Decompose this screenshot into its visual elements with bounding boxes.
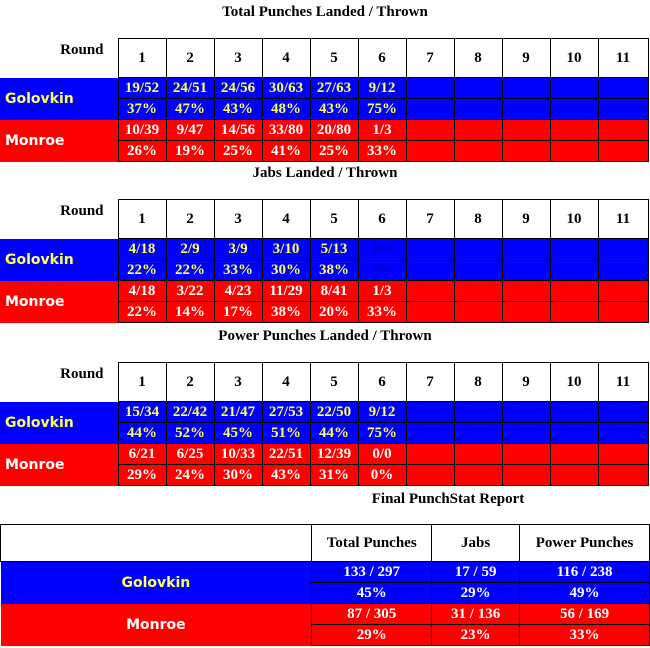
pct-cell: 51% — [262, 423, 310, 444]
final-pct-cell: 45% — [312, 583, 432, 604]
landed-cell: 0/0 — [358, 239, 406, 260]
landed-cell: 3/9 — [214, 239, 262, 260]
final-corner-cell — [1, 525, 312, 562]
round-header-row — [0, 200, 648, 239]
round-number: 6 — [358, 363, 406, 402]
landed-cell: 20/80 — [310, 120, 358, 141]
pct-cell: 75% — [358, 423, 406, 444]
landed-cell — [598, 402, 648, 423]
pct-cell — [502, 260, 550, 281]
final-header-cell: Total Punches — [312, 525, 432, 562]
landed-cell — [406, 78, 454, 99]
round-number: 6 — [358, 200, 406, 239]
landed-cell — [406, 120, 454, 141]
pct-cell: 0% — [358, 465, 406, 486]
landed-cell: 4/18 — [118, 239, 166, 260]
landed-cell: 21/47 — [214, 402, 262, 423]
landed-cell: 10/33 — [214, 444, 262, 465]
pct-cell — [502, 302, 550, 323]
fighter-landed-row — [0, 239, 648, 260]
pct-cell: 22% — [166, 260, 214, 281]
pct-cell: 22% — [118, 260, 166, 281]
pct-cell — [454, 141, 502, 162]
round-number: 2 — [166, 200, 214, 239]
round-number: 1 — [118, 39, 166, 78]
landed-cell: 24/56 — [214, 78, 262, 99]
final-landed-cell: 56 / 169 — [520, 604, 650, 625]
round-label: Round — [0, 200, 118, 239]
pct-cell — [598, 302, 648, 323]
landed-cell — [598, 444, 648, 465]
landed-cell — [502, 78, 550, 99]
round-number: 4 — [262, 363, 310, 402]
jabs-table — [0, 199, 649, 323]
pct-cell: 44% — [118, 423, 166, 444]
pct-cell — [406, 465, 454, 486]
landed-cell — [454, 402, 502, 423]
pct-cell: 25% — [310, 141, 358, 162]
landed-cell: 22/51 — [262, 444, 310, 465]
fighter-name: Golovkin — [0, 402, 118, 444]
landed-cell — [502, 239, 550, 260]
landed-cell: 1/3 — [358, 120, 406, 141]
landed-cell: 9/12 — [358, 78, 406, 99]
round-header-row — [0, 363, 648, 402]
landed-cell: 24/51 — [166, 78, 214, 99]
landed-cell — [598, 120, 648, 141]
jabs-title: Jabs Landed / Thrown — [252, 165, 398, 181]
pct-cell — [454, 302, 502, 323]
landed-cell — [598, 281, 648, 302]
pct-cell — [598, 465, 648, 486]
final-header-cell: Power Punches — [520, 525, 650, 562]
total-punches-title: Total Punches Landed / Thrown — [222, 4, 428, 20]
pct-cell: 41% — [262, 141, 310, 162]
landed-cell — [502, 281, 550, 302]
pct-cell — [598, 423, 648, 444]
pct-cell: 24% — [166, 465, 214, 486]
landed-cell: 3/10 — [262, 239, 310, 260]
fighter-name: Golovkin — [0, 239, 118, 281]
landed-cell: 10/39 — [118, 120, 166, 141]
fighter-name: Monroe — [0, 281, 118, 323]
landed-cell: 2/9 — [166, 239, 214, 260]
round-number: 3 — [214, 363, 262, 402]
landed-cell — [406, 239, 454, 260]
landed-cell — [598, 78, 648, 99]
landed-cell: 4/18 — [118, 281, 166, 302]
final-pct-cell: 23% — [432, 625, 520, 646]
round-number: 9 — [502, 363, 550, 402]
round-number: 9 — [502, 200, 550, 239]
round-number: 11 — [598, 200, 648, 239]
round-number: 1 — [118, 200, 166, 239]
landed-cell: 19/52 — [118, 78, 166, 99]
landed-cell: 11/29 — [262, 281, 310, 302]
landed-cell: 8/41 — [310, 281, 358, 302]
pct-cell: 52% — [166, 423, 214, 444]
pct-cell: 33% — [358, 302, 406, 323]
pct-cell: 20% — [310, 302, 358, 323]
pct-cell: 17% — [214, 302, 262, 323]
round-number: 6 — [358, 39, 406, 78]
landed-cell: 30/63 — [262, 78, 310, 99]
final-fighter-name: Golovkin — [1, 562, 312, 604]
round-number: 3 — [214, 39, 262, 78]
round-number: 7 — [406, 39, 454, 78]
landed-cell — [550, 402, 598, 423]
pct-cell — [406, 141, 454, 162]
round-number: 4 — [262, 200, 310, 239]
landed-cell: 27/63 — [310, 78, 358, 99]
landed-cell: 3/22 — [166, 281, 214, 302]
landed-cell — [454, 120, 502, 141]
landed-cell: 15/34 — [118, 402, 166, 423]
round-number: 2 — [166, 39, 214, 78]
pct-cell: 30% — [214, 465, 262, 486]
pct-cell: 44% — [310, 423, 358, 444]
landed-cell: 12/39 — [310, 444, 358, 465]
landed-cell — [454, 281, 502, 302]
pct-cell: 43% — [262, 465, 310, 486]
round-number: 10 — [550, 200, 598, 239]
pct-cell: 47% — [166, 99, 214, 120]
final-header-cell: Jabs — [432, 525, 520, 562]
final-header-row — [1, 525, 650, 562]
pct-cell — [550, 260, 598, 281]
landed-cell: 22/50 — [310, 402, 358, 423]
fighter-landed-row — [0, 444, 648, 465]
pct-cell — [502, 141, 550, 162]
pct-cell: 43% — [310, 99, 358, 120]
landed-cell — [502, 444, 550, 465]
total-punches-table — [0, 38, 649, 162]
fighter-landed-row — [0, 402, 648, 423]
round-number: 5 — [310, 363, 358, 402]
fighter-name: Monroe — [0, 444, 118, 486]
pct-cell — [550, 141, 598, 162]
final-report-title: Final PunchStat Report — [371, 491, 525, 507]
pct-cell — [454, 465, 502, 486]
power-punches-title: Power Punches Landed / Thrown — [218, 328, 432, 344]
final-fighter-name: Monroe — [1, 604, 312, 646]
round-number: 9 — [502, 39, 550, 78]
landed-cell: 22/42 — [166, 402, 214, 423]
pct-cell — [454, 423, 502, 444]
fighter-name: Monroe — [0, 120, 118, 162]
landed-cell: 5/13 — [310, 239, 358, 260]
round-number: 11 — [598, 363, 648, 402]
pct-cell: 14% — [166, 302, 214, 323]
round-number: 1 — [118, 363, 166, 402]
fighter-name: Golovkin — [0, 78, 118, 120]
pct-cell: 38% — [310, 260, 358, 281]
pct-cell — [406, 423, 454, 444]
pct-cell: 30% — [262, 260, 310, 281]
round-number: 11 — [598, 39, 648, 78]
pct-cell — [406, 302, 454, 323]
pct-cell — [598, 141, 648, 162]
final-landed-row — [1, 604, 650, 625]
pct-cell: 0% — [358, 260, 406, 281]
landed-cell: 27/53 — [262, 402, 310, 423]
round-number: 8 — [454, 39, 502, 78]
final-landed-cell: 87 / 305 — [312, 604, 432, 625]
round-number: 5 — [310, 200, 358, 239]
pct-cell: 29% — [118, 465, 166, 486]
landed-cell: 33/80 — [262, 120, 310, 141]
pct-cell: 45% — [214, 423, 262, 444]
final-landed-cell: 31 / 136 — [432, 604, 520, 625]
pct-cell — [550, 423, 598, 444]
landed-cell — [502, 120, 550, 141]
final-pct-cell: 49% — [520, 583, 650, 604]
pct-cell — [550, 99, 598, 120]
pct-cell — [406, 260, 454, 281]
landed-cell — [550, 78, 598, 99]
round-number: 3 — [214, 200, 262, 239]
pct-cell: 26% — [118, 141, 166, 162]
landed-cell — [406, 444, 454, 465]
round-number: 8 — [454, 200, 502, 239]
landed-cell: 0/0 — [358, 444, 406, 465]
final-landed-cell: 116 / 238 — [520, 562, 650, 583]
round-number: 4 — [262, 39, 310, 78]
landed-cell: 14/56 — [214, 120, 262, 141]
landed-cell — [406, 281, 454, 302]
round-number: 7 — [406, 200, 454, 239]
landed-cell — [550, 239, 598, 260]
round-label: Round — [0, 39, 118, 78]
pct-cell: 43% — [214, 99, 262, 120]
round-number: 10 — [550, 363, 598, 402]
final-pct-cell: 29% — [432, 583, 520, 604]
pct-cell — [406, 99, 454, 120]
pct-cell: 22% — [118, 302, 166, 323]
fighter-landed-row — [0, 281, 648, 302]
final-landed-cell: 133 / 297 — [312, 562, 432, 583]
landed-cell — [550, 444, 598, 465]
power-punches-table — [0, 362, 649, 486]
pct-cell — [454, 260, 502, 281]
landed-cell — [550, 281, 598, 302]
landed-cell: 9/12 — [358, 402, 406, 423]
pct-cell: 48% — [262, 99, 310, 120]
fighter-landed-row — [0, 78, 648, 99]
landed-cell: 6/21 — [118, 444, 166, 465]
round-header-row — [0, 39, 648, 78]
pct-cell: 25% — [214, 141, 262, 162]
final-pct-cell: 33% — [520, 625, 650, 646]
pct-cell: 19% — [166, 141, 214, 162]
pct-cell — [550, 302, 598, 323]
landed-cell: 9/47 — [166, 120, 214, 141]
landed-cell: 4/23 — [214, 281, 262, 302]
final-report-table — [0, 524, 650, 646]
pct-cell — [502, 465, 550, 486]
pct-cell: 37% — [118, 99, 166, 120]
landed-cell: 6/25 — [166, 444, 214, 465]
round-label: Round — [0, 363, 118, 402]
pct-cell — [598, 99, 648, 120]
final-pct-cell: 29% — [312, 625, 432, 646]
final-landed-row — [1, 562, 650, 583]
round-number: 7 — [406, 363, 454, 402]
pct-cell — [454, 99, 502, 120]
landed-cell — [454, 444, 502, 465]
round-number: 8 — [454, 363, 502, 402]
pct-cell: 31% — [310, 465, 358, 486]
pct-cell: 33% — [214, 260, 262, 281]
round-number: 5 — [310, 39, 358, 78]
landed-cell: 1/3 — [358, 281, 406, 302]
landed-cell — [502, 402, 550, 423]
pct-cell: 38% — [262, 302, 310, 323]
landed-cell — [454, 239, 502, 260]
pct-cell — [598, 260, 648, 281]
landed-cell — [598, 239, 648, 260]
pct-cell: 75% — [358, 99, 406, 120]
pct-cell — [502, 423, 550, 444]
round-number: 10 — [550, 39, 598, 78]
pct-cell — [550, 465, 598, 486]
round-number: 2 — [166, 363, 214, 402]
landed-cell — [454, 78, 502, 99]
pct-cell: 33% — [358, 141, 406, 162]
fighter-landed-row — [0, 120, 648, 141]
landed-cell — [550, 120, 598, 141]
final-landed-cell: 17 / 59 — [432, 562, 520, 583]
landed-cell — [406, 402, 454, 423]
pct-cell — [502, 99, 550, 120]
